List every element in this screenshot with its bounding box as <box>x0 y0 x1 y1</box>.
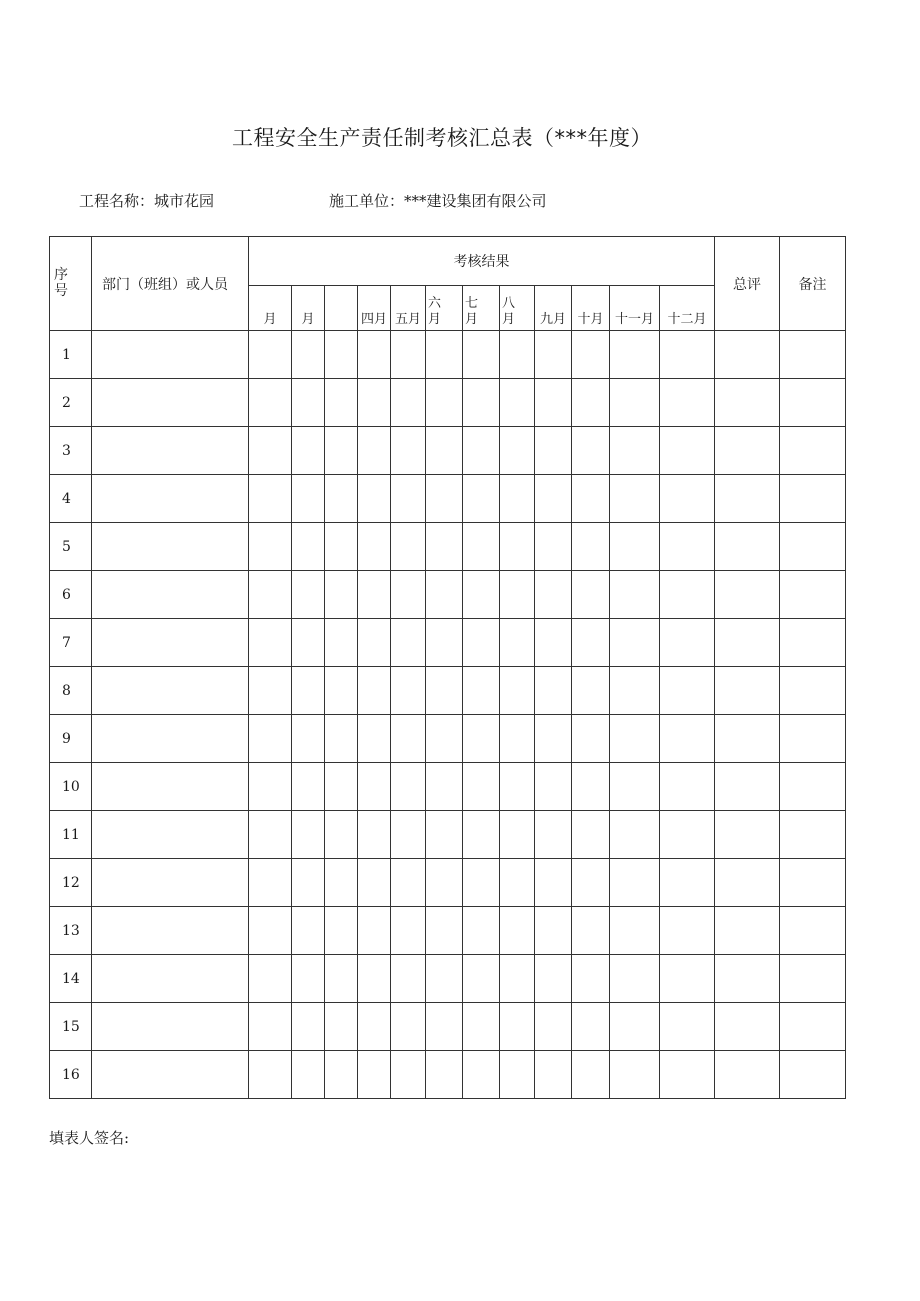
table-cell[interactable] <box>780 811 846 859</box>
row-number: 3 <box>50 427 92 475</box>
table-cell[interactable] <box>572 955 610 1003</box>
table-cell[interactable] <box>325 1003 358 1051</box>
table-cell[interactable] <box>358 619 391 667</box>
table-cell[interactable] <box>535 859 572 907</box>
table-cell[interactable] <box>292 1051 325 1099</box>
row-number: 10 <box>50 763 92 811</box>
table-cell[interactable] <box>358 1051 391 1099</box>
table-cell[interactable] <box>780 907 846 955</box>
table-cell[interactable] <box>292 859 325 907</box>
table-cell[interactable] <box>660 763 715 811</box>
table-cell[interactable] <box>391 619 426 667</box>
table-cell[interactable] <box>391 715 426 763</box>
table-cell[interactable] <box>249 1003 292 1051</box>
month-header: 十一月 <box>610 286 660 331</box>
table-cell[interactable] <box>391 955 426 1003</box>
table-cell[interactable] <box>500 859 535 907</box>
table-cell[interactable] <box>610 523 660 571</box>
table-cell[interactable] <box>780 379 846 427</box>
month-header: 七 月 <box>463 286 500 331</box>
table-cell[interactable] <box>660 331 715 379</box>
table-cell[interactable] <box>358 1003 391 1051</box>
table-cell[interactable] <box>610 859 660 907</box>
table-cell[interactable] <box>426 811 463 859</box>
table-cell[interactable] <box>426 379 463 427</box>
month-header: 八 月 <box>500 286 535 331</box>
table-cell[interactable] <box>780 955 846 1003</box>
table-cell[interactable] <box>463 811 500 859</box>
table-row <box>50 715 846 763</box>
dept-header: 部门（班组）或人员 <box>92 237 249 331</box>
table-cell[interactable] <box>92 619 249 667</box>
table-cell[interactable] <box>249 427 292 475</box>
table-row <box>50 619 846 667</box>
result-header: 考核结果 <box>249 237 715 286</box>
table-cell[interactable] <box>391 811 426 859</box>
remark-header: 备注 <box>780 237 846 331</box>
table-cell[interactable] <box>325 955 358 1003</box>
table-cell[interactable] <box>249 715 292 763</box>
table-cell[interactable] <box>572 907 610 955</box>
table-cell[interactable] <box>92 523 249 571</box>
contractor-name: 施工单位：***建设集团有限公司 <box>329 192 547 210</box>
table-cell[interactable] <box>249 955 292 1003</box>
table-cell[interactable] <box>610 571 660 619</box>
table-cell[interactable] <box>500 427 535 475</box>
table-row <box>50 955 846 1003</box>
table-cell[interactable] <box>92 763 249 811</box>
table-cell[interactable] <box>715 667 780 715</box>
table-cell[interactable] <box>500 1051 535 1099</box>
table-cell[interactable] <box>715 1003 780 1051</box>
signer-label: 填表人签名: <box>49 1129 130 1147</box>
table-cell[interactable] <box>463 763 500 811</box>
table-cell[interactable] <box>660 811 715 859</box>
table-cell[interactable] <box>780 619 846 667</box>
table-cell[interactable] <box>715 523 780 571</box>
table-cell[interactable] <box>572 523 610 571</box>
table-cell[interactable] <box>500 619 535 667</box>
table-cell[interactable] <box>325 619 358 667</box>
table-row <box>50 427 846 475</box>
seq-header-label: 序号 <box>54 267 68 299</box>
table-cell[interactable] <box>92 907 249 955</box>
table-cell[interactable] <box>610 715 660 763</box>
table-cell[interactable] <box>660 667 715 715</box>
table-cell[interactable] <box>715 715 780 763</box>
table-cell[interactable] <box>535 667 572 715</box>
table-cell[interactable] <box>92 955 249 1003</box>
table-cell[interactable] <box>325 811 358 859</box>
table-cell[interactable] <box>292 331 325 379</box>
table-row <box>50 763 846 811</box>
table-cell[interactable] <box>463 619 500 667</box>
table-cell[interactable] <box>249 475 292 523</box>
table-cell[interactable] <box>358 475 391 523</box>
table-cell[interactable] <box>780 427 846 475</box>
table-cell[interactable] <box>572 811 610 859</box>
table-cell[interactable] <box>426 331 463 379</box>
table-cell[interactable] <box>292 955 325 1003</box>
table-cell[interactable] <box>500 715 535 763</box>
table-cell[interactable] <box>426 715 463 763</box>
table-cell[interactable] <box>780 715 846 763</box>
table-cell[interactable] <box>500 475 535 523</box>
table-cell[interactable] <box>426 475 463 523</box>
table-cell[interactable] <box>660 859 715 907</box>
table-cell[interactable] <box>358 427 391 475</box>
table-cell[interactable] <box>249 907 292 955</box>
table-cell[interactable] <box>292 907 325 955</box>
table-cell[interactable] <box>292 811 325 859</box>
table-cell[interactable] <box>325 331 358 379</box>
table-cell[interactable] <box>780 859 846 907</box>
table-cell[interactable] <box>325 715 358 763</box>
table-cell[interactable] <box>249 763 292 811</box>
table-cell[interactable] <box>572 619 610 667</box>
table-cell[interactable] <box>391 667 426 715</box>
table-cell[interactable] <box>500 571 535 619</box>
month-header <box>325 286 358 331</box>
month-header: 五月 <box>391 286 426 331</box>
table-cell[interactable] <box>715 571 780 619</box>
table-row <box>50 1051 846 1099</box>
table-cell[interactable] <box>92 1003 249 1051</box>
row-number: 5 <box>50 523 92 571</box>
table-cell[interactable] <box>780 1051 846 1099</box>
table-cell[interactable] <box>535 811 572 859</box>
table-cell[interactable] <box>391 859 426 907</box>
table-cell[interactable] <box>391 475 426 523</box>
table-cell[interactable] <box>780 1003 846 1051</box>
table-cell[interactable] <box>500 763 535 811</box>
table-cell[interactable] <box>572 859 610 907</box>
table-cell[interactable] <box>325 859 358 907</box>
table-cell[interactable] <box>500 811 535 859</box>
table-cell[interactable] <box>92 475 249 523</box>
table-row <box>50 811 846 859</box>
table-cell[interactable] <box>463 475 500 523</box>
table-cell[interactable] <box>660 955 715 1003</box>
table-cell[interactable] <box>391 331 426 379</box>
table-cell[interactable] <box>92 715 249 763</box>
table-cell[interactable] <box>249 811 292 859</box>
table-cell[interactable] <box>572 379 610 427</box>
table-cell[interactable] <box>535 1003 572 1051</box>
table-cell[interactable] <box>292 523 325 571</box>
row-number: 2 <box>50 379 92 427</box>
table-cell[interactable] <box>426 955 463 1003</box>
summary-header: 总评 <box>715 237 780 331</box>
table-cell[interactable] <box>535 1051 572 1099</box>
table-cell[interactable] <box>92 1051 249 1099</box>
table-cell[interactable] <box>292 379 325 427</box>
table-cell[interactable] <box>426 907 463 955</box>
table-cell[interactable] <box>463 571 500 619</box>
table-cell[interactable] <box>358 331 391 379</box>
table-row <box>50 859 846 907</box>
table-cell[interactable] <box>535 331 572 379</box>
table-cell[interactable] <box>426 1003 463 1051</box>
table-cell[interactable] <box>292 715 325 763</box>
table-cell[interactable] <box>610 331 660 379</box>
seq-header <box>50 237 92 331</box>
table-cell[interactable] <box>249 523 292 571</box>
table-cell[interactable] <box>572 715 610 763</box>
table-cell[interactable] <box>391 427 426 475</box>
project-name: 工程名称：城市花园 <box>79 192 215 210</box>
table-cell[interactable] <box>325 475 358 523</box>
table-cell[interactable] <box>325 427 358 475</box>
table-cell[interactable] <box>292 667 325 715</box>
table-cell[interactable] <box>292 571 325 619</box>
table-cell[interactable] <box>358 907 391 955</box>
row-number: 7 <box>50 619 92 667</box>
table-cell[interactable] <box>500 379 535 427</box>
table-cell[interactable] <box>92 379 249 427</box>
row-number: 16 <box>50 1051 92 1099</box>
table-cell[interactable] <box>358 379 391 427</box>
table-row <box>50 571 846 619</box>
table-cell[interactable] <box>463 955 500 1003</box>
table-cell[interactable] <box>292 763 325 811</box>
table-cell[interactable] <box>358 715 391 763</box>
table-cell[interactable] <box>500 907 535 955</box>
table-cell[interactable] <box>660 379 715 427</box>
table-cell[interactable] <box>610 811 660 859</box>
table-cell[interactable] <box>463 859 500 907</box>
table-cell[interactable] <box>715 475 780 523</box>
table-cell[interactable] <box>715 379 780 427</box>
row-number: 13 <box>50 907 92 955</box>
table-cell[interactable] <box>391 907 426 955</box>
month-header: 月 <box>292 286 325 331</box>
table-cell[interactable] <box>610 475 660 523</box>
table-row <box>50 667 846 715</box>
table-row <box>50 475 846 523</box>
table-cell[interactable] <box>325 379 358 427</box>
table-cell[interactable] <box>660 907 715 955</box>
month-header: 十月 <box>572 286 610 331</box>
table-cell[interactable] <box>325 907 358 955</box>
table-cell[interactable] <box>500 667 535 715</box>
table-cell[interactable] <box>715 907 780 955</box>
row-number: 8 <box>50 667 92 715</box>
row-number: 9 <box>50 715 92 763</box>
row-number: 15 <box>50 1003 92 1051</box>
table-cell[interactable] <box>463 427 500 475</box>
table-cell[interactable] <box>249 667 292 715</box>
table-cell[interactable] <box>780 475 846 523</box>
table-cell[interactable] <box>535 619 572 667</box>
table-cell[interactable] <box>92 859 249 907</box>
table-cell[interactable] <box>358 523 391 571</box>
table-row <box>50 379 846 427</box>
table-cell[interactable] <box>610 763 660 811</box>
table-cell[interactable] <box>463 1003 500 1051</box>
table-cell[interactable] <box>780 667 846 715</box>
table-row <box>50 907 846 955</box>
table-cell[interactable] <box>391 379 426 427</box>
table-cell[interactable] <box>660 619 715 667</box>
table-cell[interactable] <box>463 379 500 427</box>
table-cell[interactable] <box>391 571 426 619</box>
table-cell[interactable] <box>325 667 358 715</box>
table-cell[interactable] <box>292 427 325 475</box>
table-cell[interactable] <box>292 619 325 667</box>
table-cell[interactable] <box>391 763 426 811</box>
table-cell[interactable] <box>535 907 572 955</box>
table-cell[interactable] <box>660 715 715 763</box>
table-cell[interactable] <box>325 571 358 619</box>
table-cell[interactable] <box>610 1051 660 1099</box>
table-cell[interactable] <box>92 331 249 379</box>
table-cell[interactable] <box>249 859 292 907</box>
table-cell[interactable] <box>92 811 249 859</box>
table-cell[interactable] <box>610 955 660 1003</box>
table-cell[interactable] <box>292 1003 325 1051</box>
table-cell[interactable] <box>463 907 500 955</box>
row-number: 11 <box>50 811 92 859</box>
table-cell[interactable] <box>249 1051 292 1099</box>
table-cell[interactable] <box>715 427 780 475</box>
table-cell[interactable] <box>780 571 846 619</box>
table-cell[interactable] <box>358 955 391 1003</box>
table-cell[interactable] <box>463 667 500 715</box>
table-cell[interactable] <box>715 331 780 379</box>
table-cell[interactable] <box>572 763 610 811</box>
table-cell[interactable] <box>500 331 535 379</box>
table-row <box>50 523 846 571</box>
table-cell[interactable] <box>325 1051 358 1099</box>
table-cell[interactable] <box>391 523 426 571</box>
table-cell[interactable] <box>426 667 463 715</box>
table-cell[interactable] <box>535 571 572 619</box>
table-cell[interactable] <box>572 475 610 523</box>
table-cell[interactable] <box>535 955 572 1003</box>
month-header: 六 月 <box>426 286 463 331</box>
month-header: 月 <box>249 286 292 331</box>
table-cell[interactable] <box>92 427 249 475</box>
table-cell[interactable] <box>426 1051 463 1099</box>
table-cell[interactable] <box>610 1003 660 1051</box>
page-title: 工程安全生产责任制考核汇总表（***年度） <box>232 126 652 150</box>
table-cell[interactable] <box>391 1003 426 1051</box>
table-cell[interactable] <box>463 715 500 763</box>
table-cell[interactable] <box>92 571 249 619</box>
table-cell[interactable] <box>660 475 715 523</box>
table-cell[interactable] <box>463 331 500 379</box>
table-cell[interactable] <box>572 1051 610 1099</box>
table-cell[interactable] <box>572 667 610 715</box>
table-cell[interactable] <box>780 331 846 379</box>
table-cell[interactable] <box>610 667 660 715</box>
table-cell[interactable] <box>535 379 572 427</box>
table-cell[interactable] <box>572 427 610 475</box>
table-cell[interactable] <box>780 523 846 571</box>
table-cell[interactable] <box>463 523 500 571</box>
row-number: 6 <box>50 571 92 619</box>
table-cell[interactable] <box>535 475 572 523</box>
table-cell[interactable] <box>426 571 463 619</box>
table-cell[interactable] <box>535 523 572 571</box>
table-cell[interactable] <box>426 523 463 571</box>
table-cell[interactable] <box>249 379 292 427</box>
table-cell[interactable] <box>535 715 572 763</box>
table-cell[interactable] <box>660 1051 715 1099</box>
table-cell[interactable] <box>249 571 292 619</box>
table-cell[interactable] <box>715 811 780 859</box>
table-cell[interactable] <box>358 571 391 619</box>
table-cell[interactable] <box>572 571 610 619</box>
table-cell[interactable] <box>715 955 780 1003</box>
table-cell[interactable] <box>92 667 249 715</box>
month-header: 九月 <box>535 286 572 331</box>
summary-table <box>49 236 846 1099</box>
month-header: 四月 <box>358 286 391 331</box>
table-cell[interactable] <box>610 619 660 667</box>
row-number: 12 <box>50 859 92 907</box>
table-cell[interactable] <box>535 763 572 811</box>
table-cell[interactable] <box>426 763 463 811</box>
table-cell[interactable] <box>780 763 846 811</box>
table-cell[interactable] <box>535 427 572 475</box>
table-cell[interactable] <box>715 763 780 811</box>
table-row <box>50 1003 846 1051</box>
table-cell[interactable] <box>660 427 715 475</box>
table-cell[interactable] <box>292 475 325 523</box>
table-cell[interactable] <box>500 523 535 571</box>
table-cell[interactable] <box>610 427 660 475</box>
table-cell[interactable] <box>715 1051 780 1099</box>
table-cell[interactable] <box>500 1003 535 1051</box>
table-cell[interactable] <box>660 523 715 571</box>
table-cell[interactable] <box>325 523 358 571</box>
table-cell[interactable] <box>572 331 610 379</box>
table-cell[interactable] <box>426 427 463 475</box>
table-cell[interactable] <box>358 811 391 859</box>
table-cell[interactable] <box>358 859 391 907</box>
month-header: 十二月 <box>660 286 715 331</box>
table-cell[interactable] <box>249 619 292 667</box>
row-number: 14 <box>50 955 92 1003</box>
table-cell[interactable] <box>500 955 535 1003</box>
table-cell[interactable] <box>715 619 780 667</box>
table-cell[interactable] <box>249 331 292 379</box>
table-cell[interactable] <box>610 907 660 955</box>
table-cell[interactable] <box>463 1051 500 1099</box>
table-cell[interactable] <box>325 763 358 811</box>
table-cell[interactable] <box>572 1003 610 1051</box>
table-cell[interactable] <box>426 619 463 667</box>
table-cell[interactable] <box>715 859 780 907</box>
table-cell[interactable] <box>660 571 715 619</box>
table-cell[interactable] <box>660 1003 715 1051</box>
table-cell[interactable] <box>358 667 391 715</box>
row-number: 4 <box>50 475 92 523</box>
table-cell[interactable] <box>391 1051 426 1099</box>
table-cell[interactable] <box>610 379 660 427</box>
table-row <box>50 331 846 379</box>
table-cell[interactable] <box>358 763 391 811</box>
table-cell[interactable] <box>426 859 463 907</box>
row-number: 1 <box>50 331 92 379</box>
